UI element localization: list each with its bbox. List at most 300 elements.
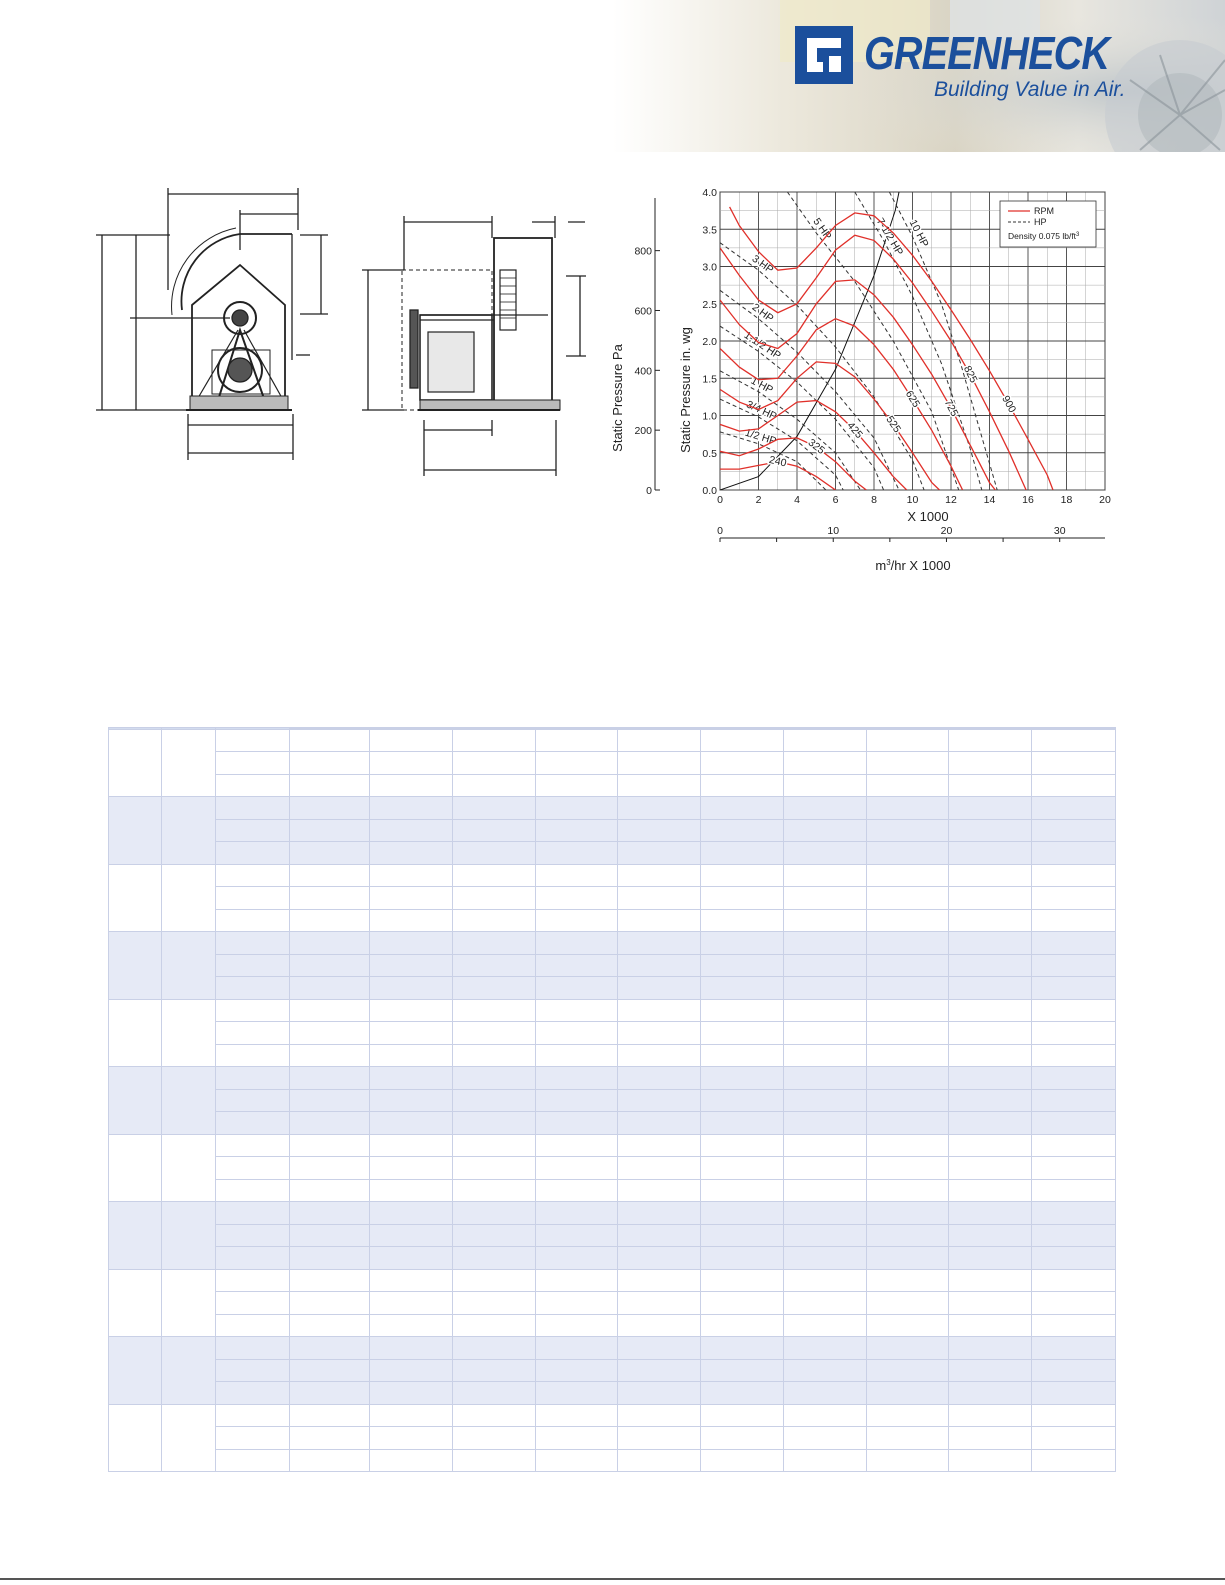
table-cell — [1032, 1044, 1116, 1066]
table-cell — [949, 1157, 1032, 1179]
table-cell — [535, 774, 618, 796]
table-cell — [453, 1247, 536, 1269]
table-cell — [866, 774, 949, 796]
group-cell — [109, 932, 162, 999]
table-cell — [289, 1202, 370, 1224]
table-cell — [535, 1269, 618, 1291]
group-cell — [162, 999, 215, 1066]
table-cell — [618, 932, 701, 954]
table-cell — [215, 1134, 289, 1156]
table-cell — [215, 1044, 289, 1066]
table-cell — [289, 999, 370, 1021]
table-cell — [949, 1359, 1032, 1381]
table-cell — [783, 1269, 866, 1291]
table-cell — [949, 999, 1032, 1021]
table-cell — [289, 1112, 370, 1134]
table-cell — [535, 1179, 618, 1201]
group-cell — [162, 1404, 215, 1471]
table-cell — [1032, 909, 1116, 931]
table-cell — [1032, 752, 1116, 774]
table-row — [109, 1382, 1116, 1404]
table-cell — [453, 999, 536, 1021]
table-cell — [866, 954, 949, 976]
table-cell — [866, 1404, 949, 1426]
table-cell — [949, 909, 1032, 931]
table-row — [109, 1359, 1116, 1381]
table-cell — [535, 1382, 618, 1404]
y-tick-label: 3.0 — [702, 261, 717, 274]
table-cell — [215, 819, 289, 841]
table-cell — [949, 1067, 1032, 1089]
table-cell — [453, 819, 536, 841]
table-cell — [370, 977, 453, 999]
table-cell — [453, 1134, 536, 1156]
table-cell — [289, 797, 370, 819]
table-row — [109, 752, 1116, 774]
table-cell — [618, 1224, 701, 1246]
table-cell — [1032, 954, 1116, 976]
table-cell — [866, 1269, 949, 1291]
table-row — [109, 1449, 1116, 1472]
table-cell — [289, 1292, 370, 1314]
table-cell — [370, 932, 453, 954]
table-cell — [1032, 842, 1116, 864]
table-cell — [618, 1067, 701, 1089]
table-row — [109, 909, 1116, 931]
table-cell — [701, 1089, 784, 1111]
table-cell — [289, 1404, 370, 1426]
table-cell — [289, 1382, 370, 1404]
table-cell — [289, 1134, 370, 1156]
pa-tick-label: 200 — [634, 425, 652, 438]
table-cell — [535, 730, 618, 752]
y-tick-label: 4.0 — [702, 187, 717, 199]
group-cell — [109, 864, 162, 931]
table-row — [109, 864, 1116, 886]
table-cell — [453, 1359, 536, 1381]
table-cell — [1032, 1427, 1116, 1449]
table-cell — [783, 1202, 866, 1224]
table-cell — [701, 1179, 784, 1201]
table-cell — [866, 819, 949, 841]
table-cell — [783, 1067, 866, 1089]
table-cell — [535, 1112, 618, 1134]
table-cell — [783, 1224, 866, 1246]
table-cell — [289, 1427, 370, 1449]
table-cell — [535, 1202, 618, 1224]
table-cell — [370, 1067, 453, 1089]
table-cell — [949, 1179, 1032, 1201]
table-cell — [949, 1382, 1032, 1404]
table-cell — [370, 1089, 453, 1111]
x2-axis-label: $m^3/hr$ X 1000 — [875, 558, 951, 573]
table-cell — [289, 932, 370, 954]
table-row — [109, 954, 1116, 976]
table-cell — [535, 819, 618, 841]
table-row — [109, 730, 1116, 752]
table-cell — [535, 1449, 618, 1472]
table-cell — [701, 1224, 784, 1246]
table-cell — [215, 1179, 289, 1201]
table-cell — [701, 1382, 784, 1404]
table-cell — [618, 1022, 701, 1044]
group-cell — [162, 1202, 215, 1269]
table-cell — [370, 797, 453, 819]
table-cell — [701, 1269, 784, 1291]
table-row — [109, 1202, 1116, 1224]
table-cell — [701, 1337, 784, 1359]
table-cell — [215, 1427, 289, 1449]
table-row — [109, 1427, 1116, 1449]
table-cell — [370, 1314, 453, 1336]
table-cell — [453, 1067, 536, 1089]
table-cell — [701, 797, 784, 819]
table-cell — [1032, 1134, 1116, 1156]
table-cell — [783, 1134, 866, 1156]
m3-tick-label: 0 — [717, 525, 723, 537]
table-row — [109, 1404, 1116, 1426]
pa-tick-label: 0 — [646, 485, 652, 497]
table-cell — [215, 1314, 289, 1336]
table-cell — [535, 797, 618, 819]
table-cell — [866, 797, 949, 819]
table-cell — [1032, 1022, 1116, 1044]
table-cell — [289, 819, 370, 841]
table-cell — [701, 1157, 784, 1179]
table-cell — [701, 1314, 784, 1336]
table-cell — [783, 1359, 866, 1381]
table-cell — [783, 1022, 866, 1044]
table-cell — [701, 977, 784, 999]
table-cell — [535, 954, 618, 976]
table-cell — [1032, 1269, 1116, 1291]
table-cell — [866, 1449, 949, 1472]
legend-density-text: Density 0.075 lb/ft — [1008, 231, 1077, 241]
table-cell — [289, 842, 370, 864]
hp-curve-label: 3 HP — [749, 252, 776, 277]
table-cell — [1032, 774, 1116, 796]
fan-dimension-drawings — [0, 170, 600, 490]
table-cell — [289, 1157, 370, 1179]
table-cell — [289, 1179, 370, 1201]
table-cell — [949, 977, 1032, 999]
table-cell — [370, 1044, 453, 1066]
table-cell — [618, 1179, 701, 1201]
table-cell — [618, 1044, 701, 1066]
table-cell — [618, 1292, 701, 1314]
x-axis-label: X 1000 — [907, 509, 949, 524]
table-cell — [453, 1022, 536, 1044]
table-cell — [453, 864, 536, 886]
table-cell — [535, 1044, 618, 1066]
table-cell — [370, 954, 453, 976]
table-cell — [453, 887, 536, 909]
footer-rule — [0, 1578, 1225, 1580]
table-cell — [215, 842, 289, 864]
table-cell — [535, 1157, 618, 1179]
table-cell — [618, 1314, 701, 1336]
table-row — [109, 1292, 1116, 1314]
m3-tick-label: 30 — [1053, 525, 1066, 537]
table-cell — [1032, 1449, 1116, 1472]
table-cell — [783, 1382, 866, 1404]
performance-chart — [600, 180, 1120, 600]
pa-tick-label: 800 — [634, 245, 652, 258]
table-row — [109, 1022, 1116, 1044]
legend-density-sup: 3 — [1076, 232, 1080, 238]
table-cell — [701, 752, 784, 774]
table-row — [109, 797, 1116, 819]
table-cell — [701, 1022, 784, 1044]
table-cell — [215, 1202, 289, 1224]
table-cell — [783, 752, 866, 774]
table-cell — [701, 774, 784, 796]
hp-curve-label: 2 HP — [749, 301, 776, 325]
table-cell — [370, 909, 453, 931]
rpm-curve-label: 625 — [902, 388, 923, 410]
table-cell — [289, 1022, 370, 1044]
x-tick-label: 16 — [1022, 494, 1034, 506]
table-cell — [949, 1044, 1032, 1066]
table-cell — [618, 909, 701, 931]
y-tick-label: 1.0 — [702, 410, 717, 423]
table-cell — [783, 977, 866, 999]
table-cell — [370, 1359, 453, 1381]
legend-density — [1008, 231, 1080, 241]
table-cell — [701, 1044, 784, 1066]
table-cell — [535, 1134, 618, 1156]
group-cell — [109, 797, 162, 864]
table-cell — [618, 774, 701, 796]
hp-curve-label: 5 HP — [810, 215, 834, 242]
table-cell — [1032, 1224, 1116, 1246]
group-cell — [109, 1067, 162, 1134]
table-cell — [453, 1269, 536, 1291]
group-cell — [162, 1067, 215, 1134]
table-cell — [370, 1179, 453, 1201]
chart-legend — [1000, 201, 1096, 247]
table-cell — [618, 1427, 701, 1449]
table-cell — [453, 1224, 536, 1246]
table-cell — [453, 797, 536, 819]
table-cell — [701, 1247, 784, 1269]
table-cell — [1032, 1089, 1116, 1111]
table-cell — [370, 819, 453, 841]
table-cell — [949, 954, 1032, 976]
table-cell — [289, 1247, 370, 1269]
table-cell — [701, 842, 784, 864]
table-cell — [949, 1022, 1032, 1044]
group-cell — [162, 1269, 215, 1336]
table-cell — [701, 864, 784, 886]
table-cell — [215, 1382, 289, 1404]
table-cell — [370, 730, 453, 752]
table-cell — [215, 1112, 289, 1134]
hp-curve-label: 1/2 HP — [743, 426, 778, 448]
table-cell — [866, 1022, 949, 1044]
table-cell — [370, 1404, 453, 1426]
table-cell — [618, 1382, 701, 1404]
table-cell — [1032, 1337, 1116, 1359]
table-cell — [535, 932, 618, 954]
fan-side-view — [362, 216, 586, 476]
hp-curve-label: 1 HP — [748, 374, 775, 397]
y-tick-label: 1.5 — [702, 373, 717, 386]
table-cell — [866, 1292, 949, 1314]
table-cell — [215, 1359, 289, 1381]
table-cell — [701, 887, 784, 909]
table-cell — [949, 1269, 1032, 1291]
table-cell — [949, 819, 1032, 841]
table-cell — [783, 819, 866, 841]
group-cell — [162, 1337, 215, 1404]
table-cell — [453, 1202, 536, 1224]
x-tick-label: 10 — [906, 494, 919, 506]
table-cell — [949, 1224, 1032, 1246]
table-cell — [453, 774, 536, 796]
table-cell — [289, 730, 370, 752]
table-cell — [453, 1292, 536, 1314]
table-cell — [618, 842, 701, 864]
group-cell — [162, 932, 215, 999]
table-cell — [618, 1449, 701, 1472]
table-cell — [370, 1112, 453, 1134]
table-cell — [701, 1134, 784, 1156]
table-cell — [453, 1179, 536, 1201]
table-cell — [618, 887, 701, 909]
table-cell — [783, 887, 866, 909]
hp-curve-label: 3/4 HP — [744, 398, 779, 423]
table-cell — [535, 1022, 618, 1044]
table-cell — [215, 1022, 289, 1044]
table-cell — [866, 1044, 949, 1066]
table-cell — [535, 1067, 618, 1089]
table-cell — [289, 1269, 370, 1291]
table-cell — [453, 1382, 536, 1404]
x2-label-sup: 3 — [886, 558, 891, 567]
table-cell — [289, 1089, 370, 1111]
table-cell — [1032, 1314, 1116, 1336]
rpm-curve-label: 240 — [767, 453, 788, 470]
table-cell — [783, 909, 866, 931]
table-cell — [215, 774, 289, 796]
table-cell — [370, 1269, 453, 1291]
table-row — [109, 1157, 1116, 1179]
table-cell — [866, 1359, 949, 1381]
table-cell — [1032, 1202, 1116, 1224]
group-cell — [162, 1134, 215, 1201]
pa-tick-label: 400 — [634, 365, 652, 378]
table-cell — [1032, 864, 1116, 886]
table-cell — [701, 1202, 784, 1224]
table-cell — [866, 1337, 949, 1359]
table-cell — [453, 1427, 536, 1449]
group-cell — [162, 864, 215, 931]
table-cell — [783, 1337, 866, 1359]
table-cell — [701, 909, 784, 931]
table-cell — [866, 909, 949, 931]
table-cell — [453, 1044, 536, 1066]
table-cell — [783, 774, 866, 796]
table-cell — [949, 932, 1032, 954]
table-cell — [215, 864, 289, 886]
table-cell — [949, 1314, 1032, 1336]
group-cell — [109, 1134, 162, 1201]
table-cell — [535, 909, 618, 931]
table-cell — [453, 1314, 536, 1336]
table-cell — [370, 1134, 453, 1156]
table-cell — [618, 1337, 701, 1359]
table-cell — [701, 1359, 784, 1381]
table-cell — [866, 1382, 949, 1404]
table-cell — [618, 1247, 701, 1269]
table-cell — [618, 1269, 701, 1291]
table-cell — [949, 774, 1032, 796]
table-row — [109, 842, 1116, 864]
table-cell — [783, 864, 866, 886]
table-cell — [289, 752, 370, 774]
table-cell — [1032, 1359, 1116, 1381]
table-cell — [618, 797, 701, 819]
table-cell — [370, 752, 453, 774]
table-cell — [949, 1337, 1032, 1359]
y2-axis-label: Static Pressure Pa — [610, 344, 625, 452]
table-cell — [370, 1427, 453, 1449]
table-row — [109, 1179, 1116, 1201]
table-row — [109, 1337, 1116, 1359]
table-cell — [783, 1247, 866, 1269]
x2-label-rest: /hr X 1000 — [890, 558, 951, 573]
y-tick-label: 2.5 — [702, 298, 717, 311]
table-cell — [1032, 797, 1116, 819]
table-cell — [618, 752, 701, 774]
x-tick-label: 18 — [1060, 494, 1073, 506]
table-cell — [289, 1224, 370, 1246]
table-cell — [370, 774, 453, 796]
table-cell — [535, 1247, 618, 1269]
x-tick-label: 6 — [832, 494, 839, 506]
table-cell — [289, 909, 370, 931]
table-cell — [215, 1337, 289, 1359]
group-cell — [162, 730, 215, 797]
table-cell — [701, 954, 784, 976]
table-cell — [535, 1359, 618, 1381]
table-cell — [783, 1179, 866, 1201]
table-cell — [215, 730, 289, 752]
table-cell — [701, 1067, 784, 1089]
table-cell — [289, 774, 370, 796]
table-cell — [1032, 932, 1116, 954]
table-cell — [215, 1292, 289, 1314]
table-cell — [949, 1427, 1032, 1449]
table-cell — [783, 1157, 866, 1179]
table-cell — [866, 1427, 949, 1449]
table-row — [109, 1314, 1116, 1336]
table-cell — [949, 1292, 1032, 1314]
table-cell — [949, 730, 1032, 752]
group-cell — [162, 797, 215, 864]
table-row — [109, 1112, 1116, 1134]
x-tick-label: 12 — [945, 494, 957, 506]
performance-table — [108, 727, 1116, 1472]
table-cell — [370, 1157, 453, 1179]
hp-curve-label: 10 HP — [906, 217, 931, 250]
table-cell — [453, 954, 536, 976]
table-cell — [370, 887, 453, 909]
table-cell — [370, 842, 453, 864]
table-cell — [618, 819, 701, 841]
table-cell — [370, 1449, 453, 1472]
